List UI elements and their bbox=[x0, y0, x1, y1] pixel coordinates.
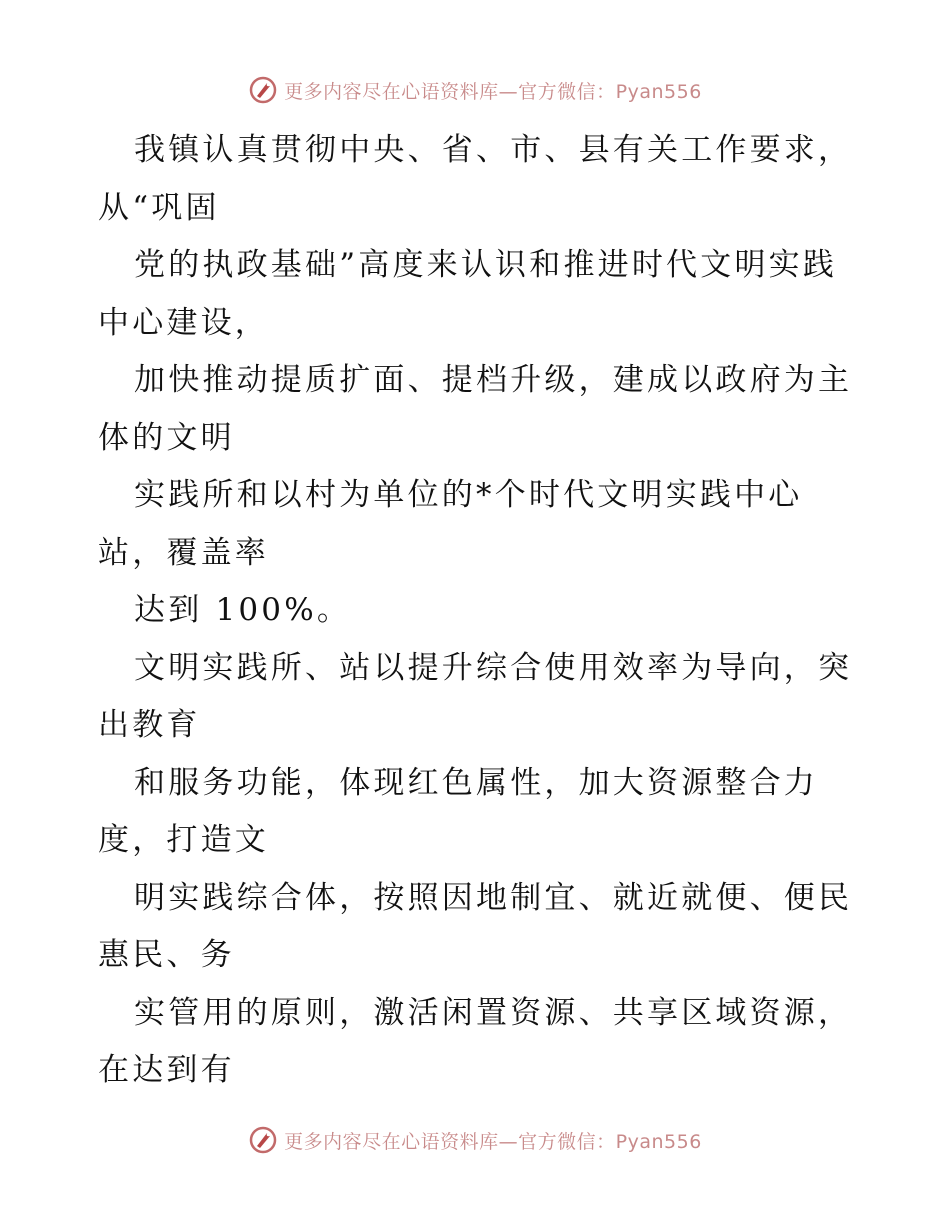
text-line: 和服务功能，体现红色属性，加大资源整合力 bbox=[134, 764, 818, 801]
text-line: 从“巩固 bbox=[98, 189, 220, 226]
header-watermark bbox=[0, 70, 950, 110]
pen-nib-logo-icon bbox=[248, 75, 278, 105]
text-line: 达到 100%。 bbox=[134, 592, 352, 628]
text-line: 度，打造文 bbox=[98, 822, 269, 858]
watermark-text: 更多内容尽在心语资料库—官方微信：Pyan556 bbox=[284, 1130, 702, 1153]
document-body bbox=[98, 122, 888, 1100]
text-line: 中心建设， bbox=[98, 304, 269, 341]
text-line: 惠民、务 bbox=[98, 937, 235, 973]
text-line: 实管用的原则，激活闲置资源、共享区域资源， bbox=[134, 994, 853, 1031]
text-line: 我镇认真贯彻中央、省、市、县有关工作要求， bbox=[134, 132, 853, 168]
text-line: 站，覆盖率 bbox=[98, 534, 269, 571]
text-line: 明实践综合体，按照因地制宜、就近就便、便民 bbox=[134, 879, 853, 916]
text-line: 实践所和以村为单位的*个时代文明实践中心 bbox=[134, 477, 803, 513]
text-line: 加快推动提质扩面、提档升级，建成以政府为主 bbox=[134, 362, 853, 398]
text-line: 党的执政基础”高度来认识和推进时代文明实践 bbox=[134, 247, 838, 283]
text-line: 在达到有 bbox=[98, 1052, 235, 1088]
footer-watermark bbox=[0, 1120, 950, 1160]
text-line: 体的文明 bbox=[98, 419, 235, 456]
watermark-text: 更多内容尽在心语资料库—官方微信：Pyan556 bbox=[284, 80, 702, 103]
pen-nib-logo-icon bbox=[248, 1125, 278, 1155]
text-line: 文明实践所、站以提升综合使用效率为导向，突 bbox=[134, 649, 853, 686]
text-line: 出教育 bbox=[98, 707, 201, 743]
